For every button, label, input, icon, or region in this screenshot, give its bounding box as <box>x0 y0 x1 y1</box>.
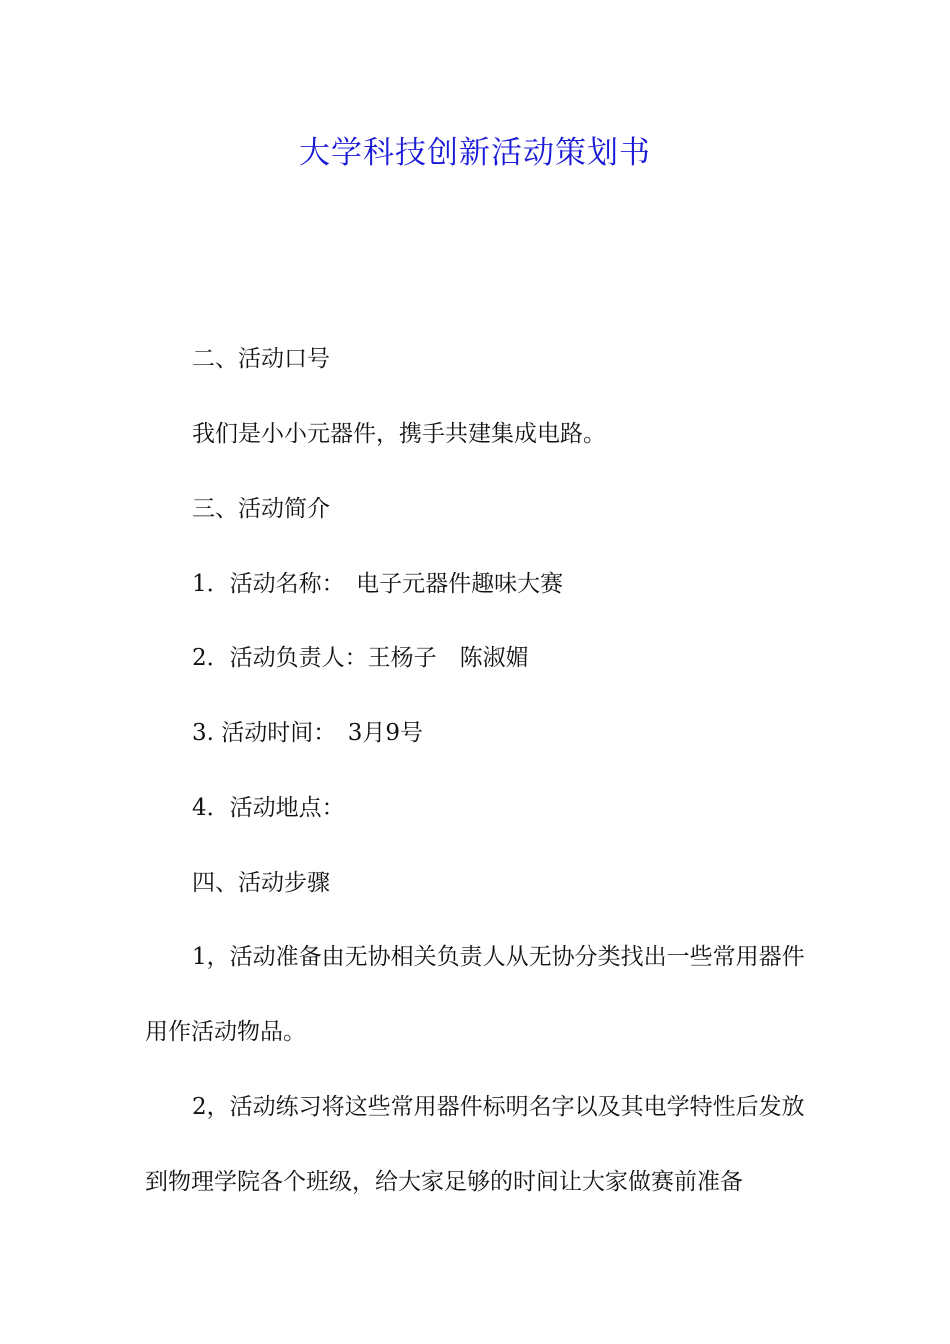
list-item-activity-location: 4．活动地点： <box>192 795 345 821</box>
section-heading-steps: 四、活动步骤 <box>192 870 330 896</box>
list-item-activity-leader: 2．活动负责人：王杨子 陈淑媚 <box>192 645 529 671</box>
paragraph-step-2: 2，活动练习将这些常用器件标明名字以及其电学特性后发放到物理学院各个班级，给大家足够的时间让大家做赛前准备 <box>145 1094 805 1195</box>
document-title: 大学科技创新活动策划书 <box>299 135 651 171</box>
section-heading-slogan: 二、活动口号 <box>192 346 330 372</box>
list-item-activity-name: 1．活动名称： 电子元器件趣味大赛 <box>192 571 564 597</box>
list-item-activity-time: 3. 活动时间： 3月9号 <box>192 720 424 746</box>
paragraph-slogan: 我们是小小元器件，携手共建集成电路。 <box>192 421 606 447</box>
section-heading-intro: 三、活动简介 <box>192 496 330 522</box>
paragraph-step-1: 1，活动准备由无协相关负责人从无协分类找出一些常用器件用作活动物品。 <box>145 944 805 1045</box>
